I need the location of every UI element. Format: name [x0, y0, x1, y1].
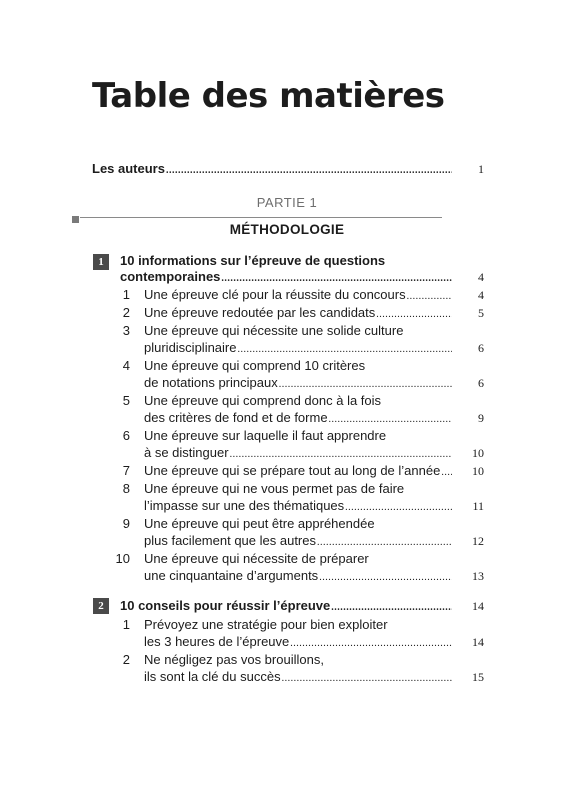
item-title-continued: ils sont la clé du succès	[144, 669, 281, 684]
page-number: 10	[472, 464, 484, 478]
item-title-continued: pluridisciplinaire	[144, 340, 237, 355]
page-number: 14	[472, 635, 484, 649]
item-title: Une épreuve qui se prépare tout au long de l’année	[144, 463, 441, 478]
dot-leader	[407, 289, 452, 305]
item-title-continued: des critères de fond et de forme	[144, 410, 328, 425]
item-title-continued: de notations principaux	[144, 375, 278, 390]
item-title[interactable]: Une épreuve qui nécessite de préparer	[144, 551, 369, 566]
item-title: Une épreuve redoutée par les candidats	[144, 305, 376, 320]
dot-leader	[230, 447, 452, 463]
dot-leader	[221, 271, 452, 287]
page-number: 14	[472, 599, 484, 613]
dot-leader	[376, 307, 452, 323]
page-number: 6	[478, 341, 484, 355]
item-number: 4	[122, 358, 130, 373]
toc-item[interactable]	[144, 340, 484, 358]
dot-leader	[279, 377, 452, 393]
page-number: 13	[472, 569, 484, 583]
toc-item[interactable]	[144, 463, 484, 481]
toc-item[interactable]	[144, 287, 484, 305]
toc-entry-auteurs[interactable]	[92, 161, 484, 179]
page-number: 15	[472, 670, 484, 684]
toc-item[interactable]	[144, 445, 484, 463]
toc-item[interactable]	[144, 498, 484, 516]
item-title[interactable]: Une épreuve qui comprend donc à la fois	[144, 393, 382, 408]
dot-leader	[441, 465, 452, 481]
dot-leader	[319, 570, 452, 586]
dot-leader	[331, 600, 452, 616]
item-title-continued: les 3 heures de l’épreuve	[144, 634, 290, 649]
page-number: 4	[478, 288, 484, 302]
toc-entry-label: Les auteurs	[92, 161, 165, 176]
item-number: 5	[122, 393, 130, 408]
item-number: 1	[122, 287, 130, 302]
item-title-continued: plus facilement que les autres	[144, 533, 316, 548]
item-title[interactable]: Prévoyez une stratégie pour bien exploiter	[144, 617, 388, 632]
page-number: 5	[478, 306, 484, 320]
item-number: 2	[122, 305, 130, 320]
part-divider	[80, 217, 442, 218]
toc-item[interactable]	[144, 410, 484, 428]
part-title: MÉTHODOLOGIE	[229, 222, 345, 237]
item-title-continued: une cinquantaine d’arguments	[144, 568, 319, 583]
page-number: 11	[472, 499, 484, 513]
dot-leader	[317, 535, 452, 551]
item-title[interactable]: Une épreuve qui nécessite une solide culture	[144, 323, 404, 338]
toc-item[interactable]	[144, 375, 484, 393]
item-number: 3	[122, 323, 130, 338]
item-number: 6	[122, 428, 130, 443]
chapter-title-row[interactable]	[120, 598, 484, 616]
item-number: 10	[115, 551, 130, 566]
toc-item[interactable]	[144, 533, 484, 551]
item-number: 7	[122, 463, 130, 478]
item-title[interactable]: Une épreuve sur laquelle il faut apprendre	[144, 428, 387, 443]
item-title-continued: à se distinguer	[144, 445, 229, 460]
chapter-title: 10 conseils pour réussir l’épreuve	[120, 598, 331, 613]
toc-item[interactable]	[144, 305, 484, 323]
item-number: 8	[122, 481, 130, 496]
item-title[interactable]: Une épreuve qui ne vous permet pas de faire	[144, 481, 405, 496]
part-label: PARTIE 1	[256, 195, 318, 210]
item-number: 1	[122, 617, 130, 632]
chapter-number-badge: 2	[93, 598, 109, 614]
item-title[interactable]: Une épreuve qui comprend 10 critères	[144, 358, 366, 373]
item-title-continued: l’impasse sur une des thématiques	[144, 498, 345, 513]
chapter-title-row[interactable]	[120, 269, 484, 287]
item-number: 9	[122, 516, 130, 531]
dot-leader	[282, 671, 452, 687]
dot-leader	[329, 412, 452, 428]
dot-leader	[345, 500, 452, 516]
page-number: 9	[478, 411, 484, 425]
dot-leader	[166, 163, 452, 179]
item-number: 2	[122, 652, 130, 667]
item-title[interactable]: Une épreuve qui peut être appréhendée	[144, 516, 375, 531]
item-title[interactable]: Ne négligez pas vos brouillons,	[144, 652, 324, 667]
dot-leader	[238, 342, 453, 358]
page-number: 1	[478, 162, 484, 176]
page-number: 12	[472, 534, 484, 548]
toc-item[interactable]	[144, 634, 484, 652]
toc-item[interactable]	[144, 568, 484, 586]
chapter-number-badge: 1	[93, 254, 109, 270]
page-number: 4	[478, 270, 484, 284]
page-number: 6	[478, 376, 484, 390]
page-title: Table des matières	[92, 76, 445, 116]
dot-leader	[290, 636, 452, 652]
chapter-title[interactable]: 10 informations sur l’épreuve de questions	[120, 253, 386, 268]
toc-item[interactable]	[144, 669, 484, 687]
page-number: 10	[472, 446, 484, 460]
item-title: Une épreuve clé pour la réussite du concours	[144, 287, 406, 302]
chapter-title-continued: contemporaines	[120, 269, 221, 284]
